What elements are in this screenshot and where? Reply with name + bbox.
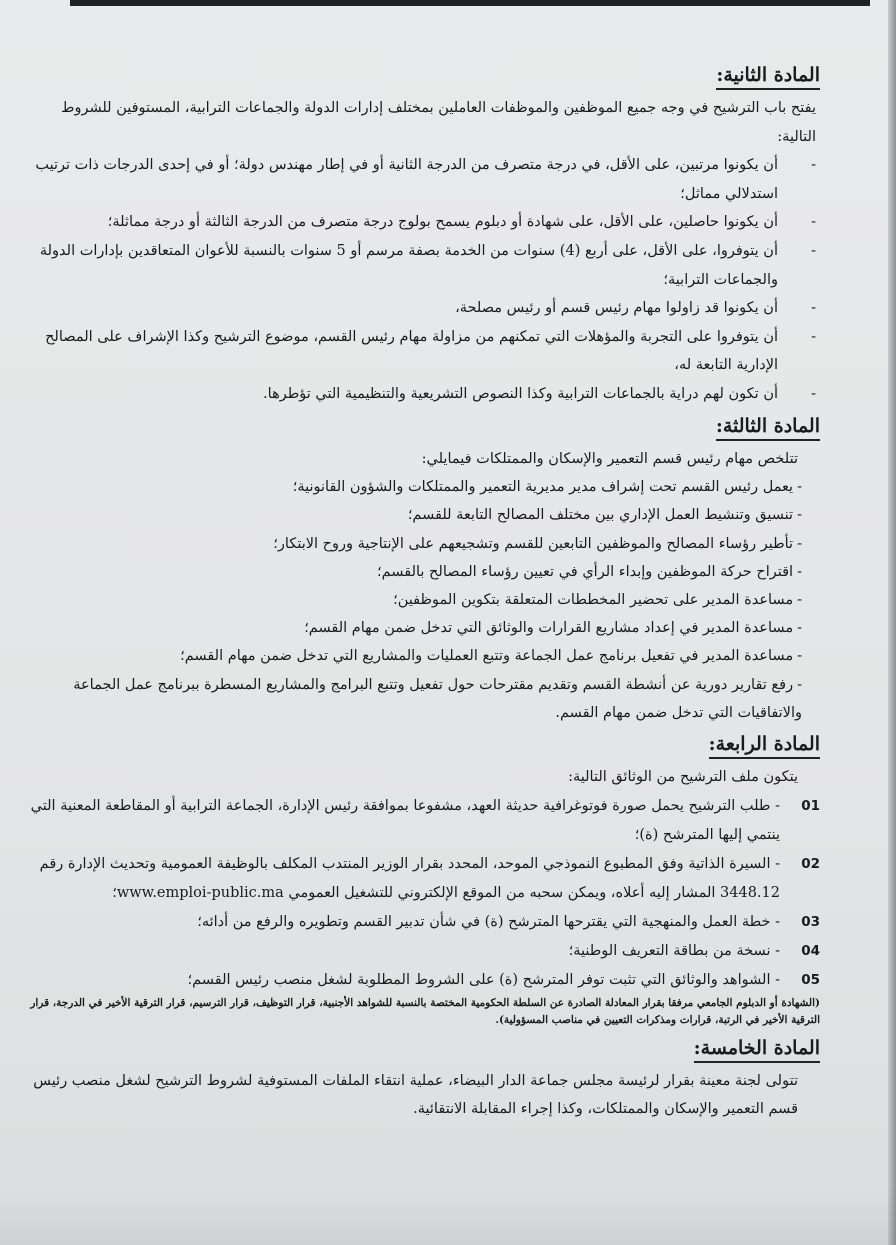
document-item: 05 - الشواهد والوثائق التي تثبت توفر المترشح (ة) على الشروط المطلوبة لشغل منصب رئيس القسم؛ <box>20 966 820 995</box>
page-edge-shadow <box>888 0 896 1245</box>
article-4 <box>20 727 820 1029</box>
article-3-heading: المادة الثالثة: <box>716 413 820 441</box>
bottom-shade <box>0 1185 896 1245</box>
article-2-intro: يفتح باب الترشيح في وجه جميع الموظفين والموظفات العاملين بمختلف إدارات الدولة والجماعات الترابية، المستوفين للشروط التالية: <box>61 100 816 145</box>
article-4-documents <box>20 792 820 995</box>
article-3-tasks <box>20 473 820 727</box>
task-item: -تنسيق وتنشيط العمل الإداري بين مختلف المصالح التابعة للقسم؛ <box>407 507 802 524</box>
condition-item: - أن يكونوا قد زاولوا مهام رئيس قسم أو رئيس مصلحة، <box>20 294 820 323</box>
task-item: -مساعدة المدير على تحضير المخططات المتعلقة بتكوين الموظفين؛ <box>393 591 802 608</box>
document-body <box>20 58 820 1124</box>
condition-item: - أن يكونوا مرتبين، على الأقل، في درجة متصرف من الدرجة الثانية أو في إطار مهندس دولة؛ أو في إحدى الدرجات ذات ترتيب استدلالي مماثل؛ <box>20 151 820 208</box>
document-number: 02 <box>801 855 820 872</box>
documents-note: (الشهادة أو الدبلوم الجامعي مرفقا بقرار المعادلة الصادرة عن السلطة الحكومية المختصة بالنسبة للشواهد الأجنبية، قرار التوظيف، قرار الترسيم، قرار الترقية الأخير في الدرجة، قرار الترقية الأخير في الرتبة، قرارات ومذكرات التعيين في مناصب المسؤولية). <box>30 996 820 1026</box>
document-number: 01 <box>801 797 820 814</box>
article-2 <box>20 58 820 409</box>
website-link: www.emploi-public.ma <box>116 884 284 901</box>
condition-item: - أن يتوفروا، على الأقل، على أربع (4) سنوات من الخدمة بصفة مرسم أو 5 سنوات بالنسبة للأعوان المتعاقدين بإدارات الدولة والجماعات الترابية؛ <box>20 237 820 294</box>
article-5-heading: المادة الخامسة: <box>694 1035 820 1063</box>
article-2-conditions <box>20 151 820 408</box>
task-item: -مساعدة المدير في إعداد مشاريع القرارات والوثائق التي تدخل ضمن مهام القسم؛ <box>304 620 802 637</box>
task-item: -تأطير رؤساء المصالح والموظفين التابعين للقسم وتشجيعهم على الإنتاجية وروح الابتكار؛ <box>273 535 802 552</box>
condition-item: - أن يكونوا حاصلين، على الأقل، على شهادة أو دبلوم يسمح بولوج درجة متصرف من الدرجة الثالثة أو درجة مماثلة؛ <box>20 208 820 237</box>
document-item: 04 - نسخة من بطاقة التعريف الوطنية؛ <box>20 937 820 966</box>
article-5-text: تتولى لجنة معينة بقرار لرئيسة مجلس جماعة الدار البيضاء، عملية انتقاء الملفات المستوفية لشروط الترشيح لشغل منصب رئيس قسم التعمير والإسكان والممتلكات، وكذا إجراء المقابلة الانتقائية. <box>33 1072 798 1118</box>
document-item: 03 - خطة العمل والمنهجية التي يقترحها المترشح (ة) في شأن تدبير القسم وتطويره والرفع من أدائه؛ <box>20 908 820 937</box>
article-2-heading: المادة الثانية: <box>716 62 820 90</box>
task-item: -مساعدة المدير في تفعيل برنامج عمل الجماعة وتتبع العمليات والمشاريع التي تدخل ضمن مهام القسم؛ <box>180 648 802 665</box>
task-item: -يعمل رئيس القسم تحت إشراف مدير مديرية التعمير والممتلكات والشؤون القانونية؛ <box>292 479 802 496</box>
document-number: 05 <box>801 971 820 988</box>
top-scan-border <box>70 0 870 6</box>
article-3 <box>20 409 820 727</box>
article-3-intro: تتلخص مهام رئيس قسم التعمير والإسكان والممتلكات فيمايلي: <box>421 450 798 467</box>
condition-item: - أن يتوفروا على التجربة والمؤهلات التي تمكنهم من مزاولة مهام رئيس القسم، موضوع الترشيح وكذا الإشراف على المصالح الإدارية التابعة له، <box>20 323 820 380</box>
document-item: 02 - السيرة الذاتية وفق المطبوع النموذجي الموحد، المحدد بقرار الوزير المنتدب المكلف بالوظيفة العمومية وتحديث الإدارة رقم 3448.12 المشار إليه أعلاه، ويمكن سحبه من الموقع الإلكتروني للتشغيل العمومي www.emploi-public.ma؛ <box>20 850 820 908</box>
article-4-heading: المادة الرابعة: <box>709 731 820 759</box>
condition-item: - أن تكون لهم دراية بالجماعات الترابية وكذا النصوص التشريعية والتنظيمية التي تؤطرها. <box>20 380 820 409</box>
document-item: 01 - طلب الترشيح يحمل صورة فوتوغرافية حديثة العهد، مشفوعا بموافقة رئيس الإدارة، الجماعة الترابية أو المقاطعة المعنية التي ينتمي إليها المترشح (ة)؛ <box>20 792 820 850</box>
article-4-intro: يتكون ملف الترشيح من الوثائق التالية: <box>568 768 798 785</box>
task-item: -اقتراح حركة الموظفين وإبداء الرأي في تعيين رؤساء المصالح بالقسم؛ <box>377 563 802 580</box>
decree-number: 3448.12 <box>720 884 780 901</box>
article-5 <box>20 1031 820 1124</box>
document-number: 04 <box>801 942 820 959</box>
document-number: 03 <box>801 913 820 930</box>
task-item: -رفع تقارير دورية عن أنشطة القسم وتقديم مقترحات حول تفعيل وتتبع البرامج والمشاريع المسطرة ببرنامج عمل الجماعة والاتفاقيات التي تدخل ضمن مهام القسم. <box>73 676 802 721</box>
